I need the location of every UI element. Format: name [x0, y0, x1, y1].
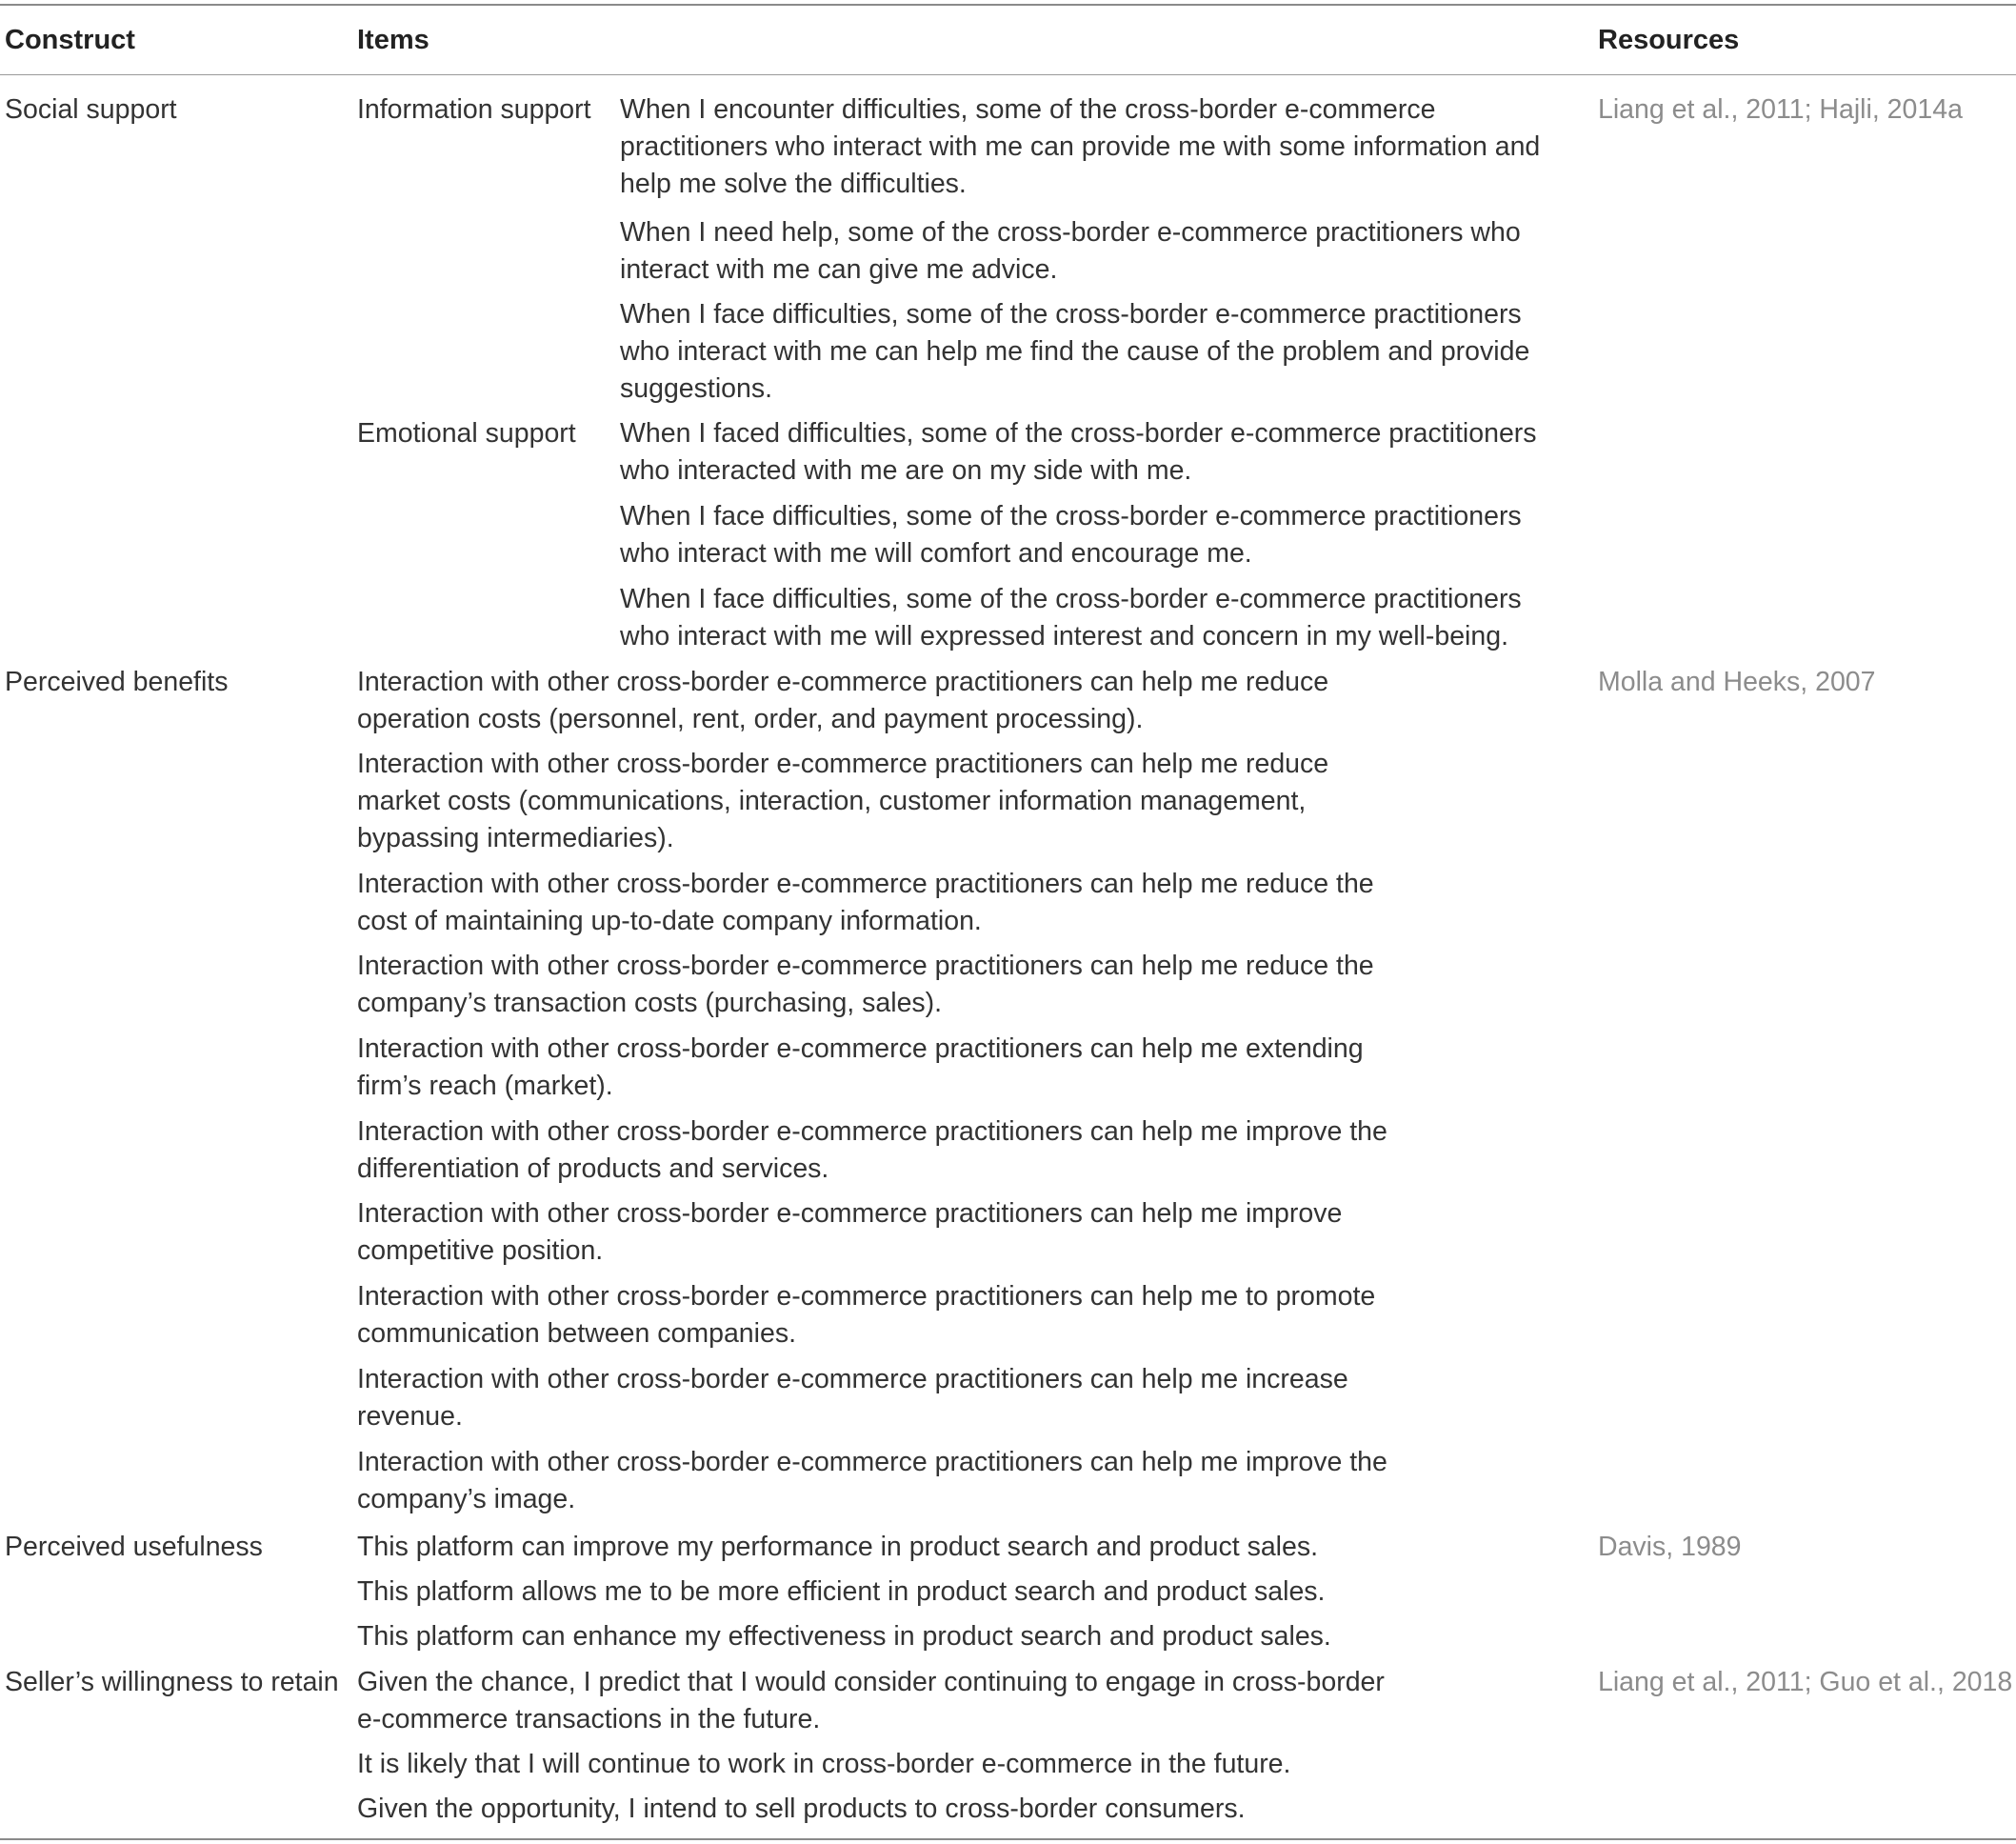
item-text: Interaction with other cross-border e-commerce practitioners can help me to promote communication between companies.	[357, 1281, 1376, 1349]
table-top-rule	[0, 4, 2016, 6]
construct-perceived-usefulness: Perceived usefulness	[5, 1532, 263, 1562]
construct-perceived-benefits: Perceived benefits	[5, 667, 229, 697]
item-text: Interaction with other cross-border e-commerce practitioners can help me increase revenue.	[357, 1364, 1348, 1432]
resource-perceived-benefits	[1598, 664, 1876, 701]
item-text: This platform can improve my performance in product search and product sales.	[357, 1532, 1319, 1562]
item-text: When I faced difficulties, some of the cross-border e-commerce practitioners who interacted with me are on my side with me.	[620, 418, 1537, 486]
item-text: Interaction with other cross-border e-commerce practitioners can help me reduce operation costs (personnel, rent, order, and payment processing).	[357, 667, 1329, 734]
item-text: Interaction with other cross-border e-commerce practitioners can help me extending firm’s reach (market).	[357, 1033, 1364, 1101]
item-text: Interaction with other cross-border e-commerce practitioners can help me improve the differentiation of products and services.	[357, 1116, 1387, 1184]
item-text: This platform can enhance my effectiveness in product search and product sales.	[357, 1621, 1331, 1652]
construct-willingness-to-retain: Seller’s willingness to retain	[5, 1667, 339, 1697]
item-text: Interaction with other cross-border e-commerce practitioners can help me improve competitive position.	[357, 1198, 1343, 1266]
item-text: When I face difficulties, some of the cross-border e-commerce practitioners who interact with me can help me find the cause of the problem and provide suggestions.	[620, 299, 1530, 404]
header-items: Items	[357, 25, 429, 55]
construct-social-support: Social support	[5, 94, 177, 125]
item-text: It is likely that I will continue to work in cross-border e-commerce in the future.	[357, 1749, 1291, 1779]
item-text: Given the opportunity, I intend to sell products to cross-border consumers.	[357, 1794, 1246, 1824]
item-text: Interaction with other cross-border e-commerce practitioners can help me reduce the cost of maintaining up-to-date company information.	[357, 869, 1374, 936]
table-bottom-rule	[0, 1838, 2016, 1840]
subconstruct-emotional-support: Emotional support	[357, 418, 576, 449]
item-text: When I face difficulties, some of the cross-border e-commerce practitioners who interact with me will comfort and encourage me.	[620, 501, 1522, 569]
item-text: This platform allows me to be more efficient in product search and product sales.	[357, 1576, 1326, 1607]
item-text: Interaction with other cross-border e-commerce practitioners can help me reduce the company’s transaction costs (purchasing, sales).	[357, 951, 1374, 1018]
header-construct: Construct	[5, 25, 135, 55]
item-text: When I encounter difficulties, some of the cross-border e-commerce practitioners who interact with me can provide me with some information and help me solve the difficulties.	[620, 94, 1541, 199]
item-text: When I face difficulties, some of the cross-border e-commerce practitioners who interact with me will expressed interest and concern in my well-being.	[620, 584, 1522, 651]
resource-social-support: Liang et al., 2011; Hajli, 2014a	[1598, 94, 1963, 125]
ref-link[interactable]: Liang et al., 2011	[1598, 94, 1805, 125]
resource-willingness-to-retain: Liang et al., 2011; Guo et al., 2018	[1598, 1667, 2013, 1697]
item-text: Given the chance, I predict that I would consider continuing to engage in cross-border e-commerce transactions in the future.	[357, 1667, 1385, 1734]
ref-link[interactable]: Liang et al., 2011	[1598, 1667, 1805, 1697]
header-resources: Resources	[1598, 25, 1740, 55]
item-text: Interaction with other cross-border e-commerce practitioners can help me reduce market costs (communications, interaction, customer information management, bypassing intermediaries).	[357, 749, 1329, 853]
ref-link[interactable]: Molla and Heeks, 2007	[1598, 667, 1876, 697]
item-text: Interaction with other cross-border e-commerce practitioners can help me improve the company’s image.	[357, 1447, 1387, 1514]
resource-perceived-usefulness	[1598, 1529, 1742, 1566]
ref-link[interactable]: Davis, 1989	[1598, 1532, 1742, 1562]
ref-link[interactable]: Guo et al., 2018	[1819, 1667, 2013, 1697]
table-header-rule	[0, 74, 2016, 75]
ref-link[interactable]: Hajli, 2014a	[1819, 94, 1963, 125]
subconstruct-information-support: Information support	[357, 94, 591, 125]
item-text: When I need help, some of the cross-border e-commerce practitioners who interact with me can give me advice.	[620, 217, 1521, 285]
